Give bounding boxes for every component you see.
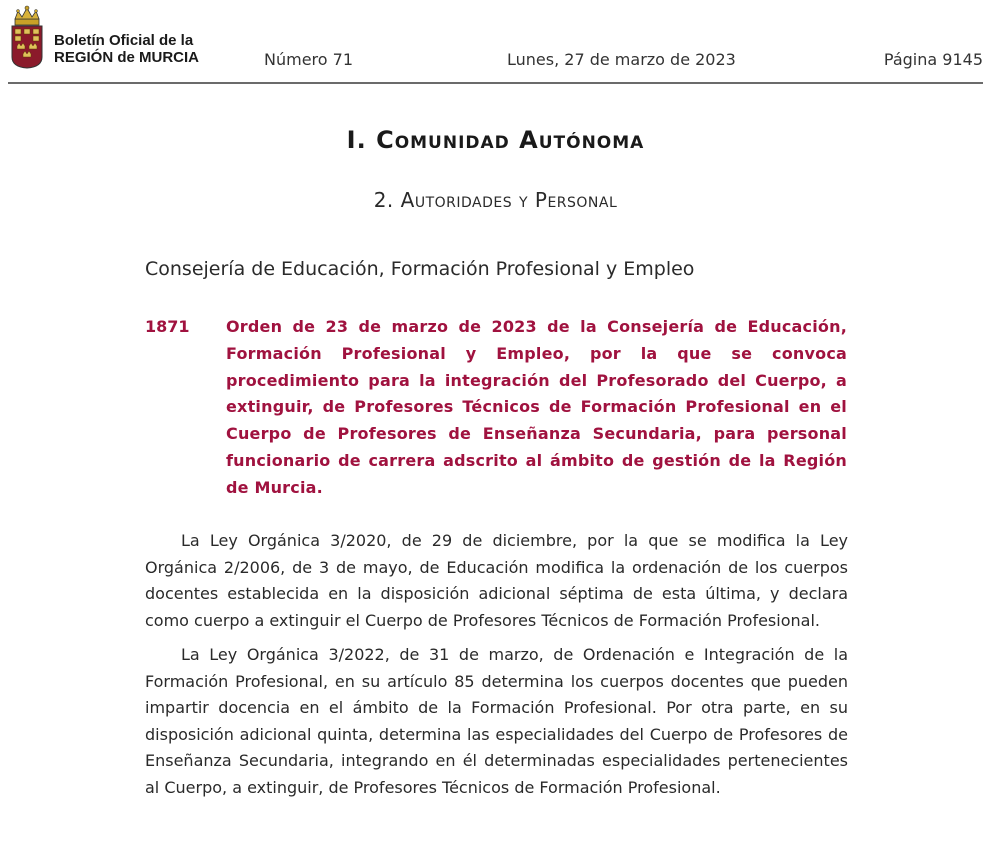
coat-of-arms-logo xyxy=(10,5,44,69)
publication-line-2: REGIÓN de MURCIA xyxy=(54,49,200,66)
issue-date: Lunes, 27 de marzo de 2023 xyxy=(507,50,736,69)
paragraph: La Ley Orgánica 3/2020, de 29 de diciembre, por la que se modifica la Ley Orgánica 2/2006, de 3 de mayo, de Educación modifica la ordenación de los cuerpos docentes establecida en la disposición adicional séptima de esta última, y declara como cuerpo a extinguir el Cuerpo de Profesores Técnicos de Formación Profesional. xyxy=(145,531,848,630)
issue-number: Número 71 xyxy=(264,50,353,69)
header-divider xyxy=(8,82,983,84)
publication-line-1: Boletín Oficial de la xyxy=(54,32,194,49)
paragraph: La Ley Orgánica 3/2022, de 31 de marzo, de Ordenación e Integración de la Formación Profesional, en su artículo 85 determina los cuerpos docentes que pueden impartir docencia en el ámbito de la Formación Profesional. Por otra parte, en su disposición adicional quinta, determina las especialidades del Cuerpo de Profesores de Enseñanza Secundaria, integrando en él determinadas especialidades pertenecientes al Cuerpo, a extinguir, de Profesores Técnicos de Formación Profesional. xyxy=(145,645,848,797)
body-text xyxy=(145,528,848,809)
department-name: Consejería de Educación, Formación Profesional y Empleo xyxy=(145,258,695,280)
section-title: I. Comunidad Autónoma xyxy=(346,126,645,154)
order-number: 1871 xyxy=(145,317,190,336)
page-header xyxy=(0,0,991,86)
publication-name xyxy=(54,32,199,66)
subsection-title: 2. Autoridades y Personal xyxy=(373,188,618,212)
page-number: Página 9145 xyxy=(883,50,983,69)
order-title: Orden de 23 de marzo de 2023 de la Consejería de Educación, Formación Profesional y Empleo, por la que se convoca procedimiento para la integración del Profesorado del Cuerpo, a extinguir, de Profesores Técnicos de Formación Profesional en el Cuerpo de Profesores de Enseñanza Secundaria, para personal funcionario de carrera adscrito al ámbito de gestión de la Región de Murcia. xyxy=(226,317,847,497)
